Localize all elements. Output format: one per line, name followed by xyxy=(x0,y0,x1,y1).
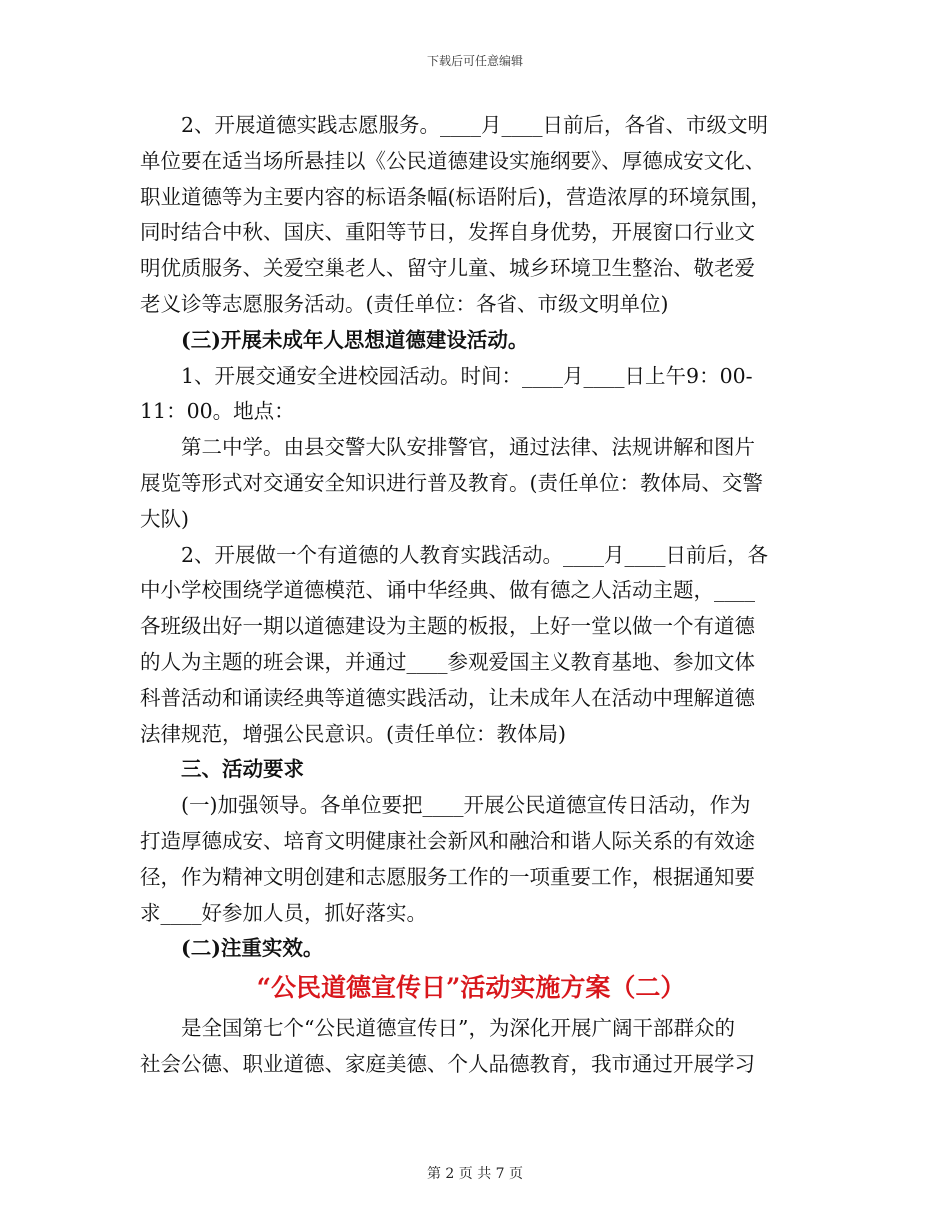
subheading-requirements xyxy=(140,752,802,788)
text-line: 2、开展道德实践志愿服务。____月____日前后，各省、市级文明 xyxy=(181,113,769,137)
page-header: 下载后可任意编辑 xyxy=(426,54,523,68)
paragraph-second-school xyxy=(140,430,802,537)
text-line: (二)注重实效。 xyxy=(181,936,324,961)
text-line: 同时结合中秋、国庆、重阳等节日，发挥自身优势，开展窗口行业文 xyxy=(140,220,755,245)
text-line: 第二中学。由县交警大队安排警官，通过法律、法规讲解和图片 xyxy=(181,435,755,460)
paragraph-volunteer-service xyxy=(140,108,802,323)
text-line: 径，作为精神文明创建和志愿服务工作的一项重要工作，根据通知要 xyxy=(140,864,755,889)
text-line: 中小学校围绕学道德模范、诵中华经典、做有德之人活动主题，____ xyxy=(140,578,755,603)
text-line: 各班级出好一期以道德建设为主题的板报，上好一堂以做一个有道德 xyxy=(140,614,755,639)
subheading-minors xyxy=(140,323,802,359)
text-line: (三)开展未成年人思想道德建设活动。 xyxy=(181,327,529,352)
document-body xyxy=(140,108,802,1083)
text-line: 职业道德等为主要内容的标语条幅(标语附后)，营造浓厚的环境氛围， xyxy=(140,184,771,209)
text-line: 展览等形式对交通安全知识进行普及教育。(责任单位：教体局、交警 xyxy=(140,470,763,495)
paragraph-traffic-safety xyxy=(140,359,802,431)
paragraph-moral-person xyxy=(140,538,802,753)
text-line: 法律规范，增强公民意识。(责任单位：教体局) xyxy=(140,721,566,746)
text-line: 社会公德、职业道德、家庭美德、个人品德教育，我市通过开展学习 xyxy=(140,1051,755,1076)
page-footer: 第 2 页 共 7 页 xyxy=(426,1166,524,1182)
text-line: 三、活动要求 xyxy=(181,757,304,782)
text-line: 大队) xyxy=(140,506,189,531)
section-heading: “公民道德宣传日”活动实施方案（二） xyxy=(256,973,686,1003)
text-line: 的人为主题的班会课，并通过____参观爱国主义教育基地、参加文体 xyxy=(140,649,755,674)
text-line: 单位要在适当场所悬挂以《公民道德建设实施纲要》、厚德成安文化、 xyxy=(140,148,766,173)
text-line: 11：00。地点： xyxy=(140,399,295,424)
paragraph-intro xyxy=(140,1011,802,1083)
paragraph-leadership xyxy=(140,788,802,931)
text-line: 是全国第七个“公民道德宣传日”，为深化开展广阔干部群众的 xyxy=(181,1016,735,1041)
text-line: 1、开展交通安全进校园活动。时间：____月____日上午9：00- xyxy=(181,363,753,388)
text-line: 打造厚德成安、培育文明健康社会新风和融洽和谐人际关系的有效途 xyxy=(140,828,755,853)
subheading-effectiveness xyxy=(140,931,802,967)
text-line: 求____好参加人员，抓好落实。 xyxy=(140,900,427,925)
text-line: 老义诊等志愿服务活动。(责任单位：各省、市级文明单位) xyxy=(140,291,669,316)
text-line: (一)加强领导。各单位要把____开展公民道德宣传日活动，作为 xyxy=(181,793,751,818)
text-line: 明优质服务、关爱空巢老人、留守儿童、城乡环境卫生整治、敬老爱 xyxy=(140,256,755,281)
text-line: 科普活动和诵读经典等道德实践活动，让未成年人在活动中理解道德 xyxy=(140,685,755,710)
text-line: 2、开展做一个有道德的人教育实践活动。____月____日前后，各 xyxy=(181,542,769,567)
